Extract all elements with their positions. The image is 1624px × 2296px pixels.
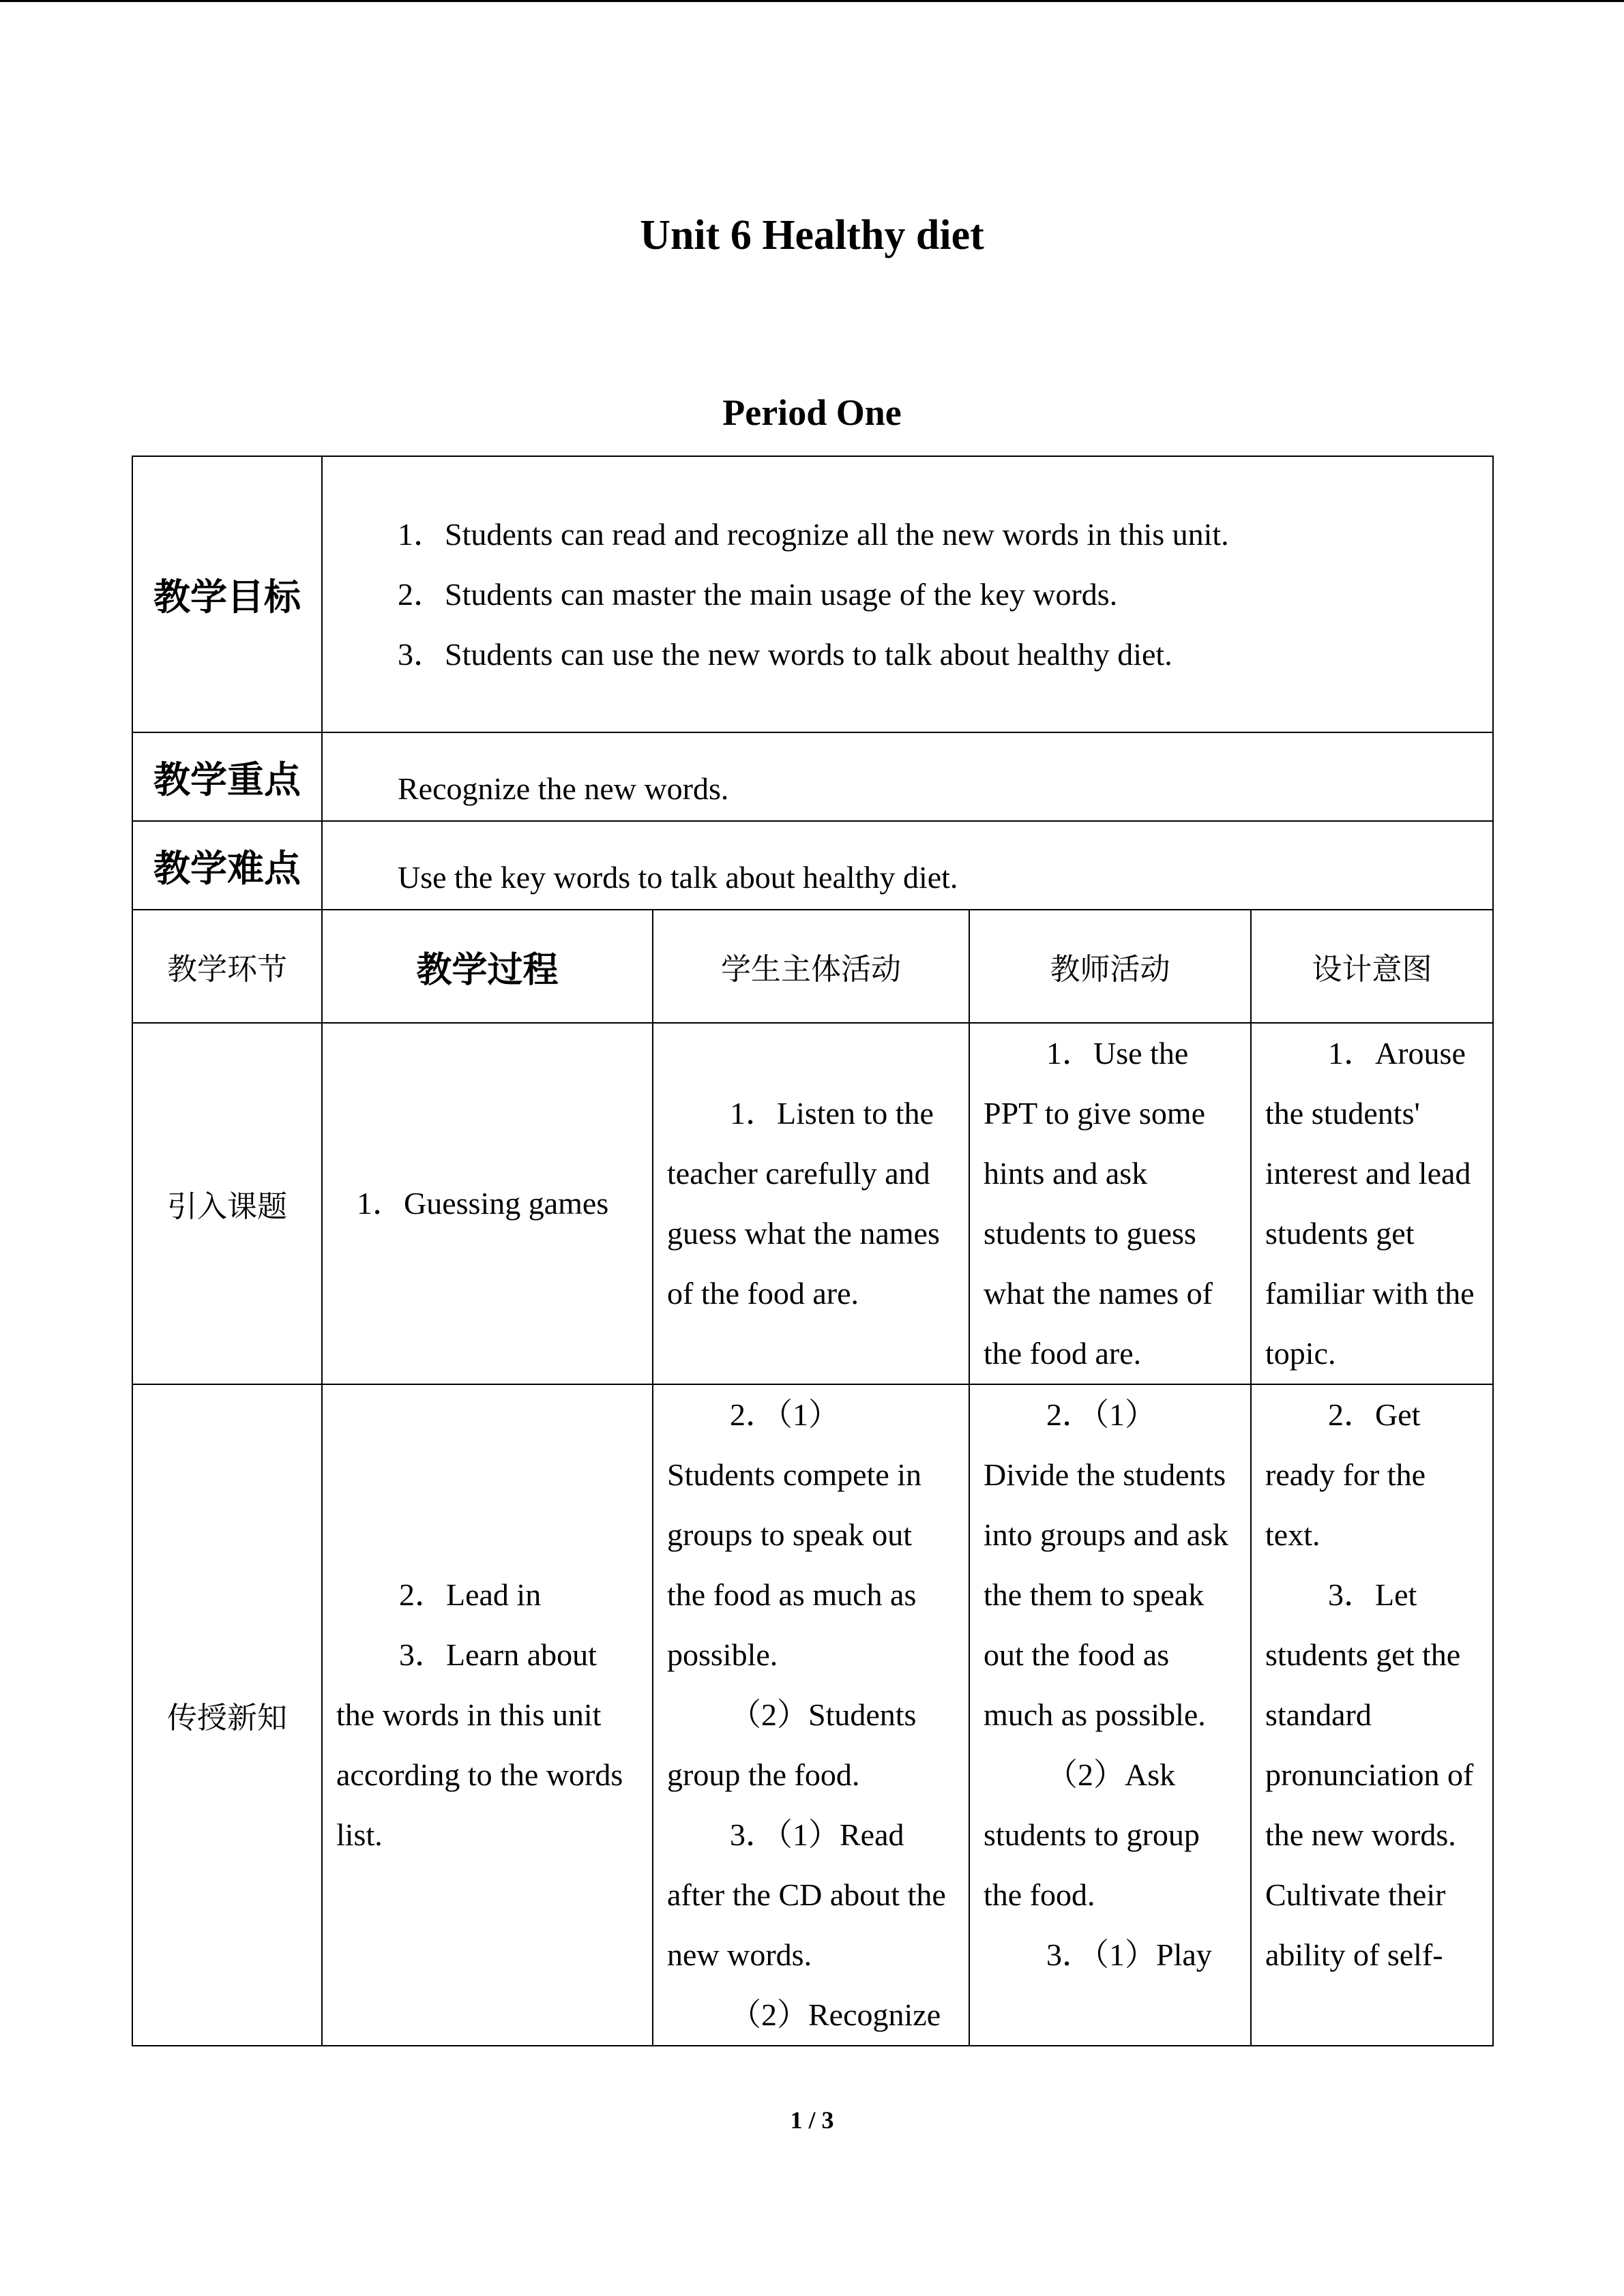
teacher-line: （2）Ask students to group the food.: [984, 1757, 1200, 1912]
objective-item: 2．Students can master the main usage of the key words.: [398, 576, 1118, 612]
objectives-cell: [322, 456, 1493, 732]
stage-new-knowledge-teacher: [969, 1384, 1251, 2046]
difficulties-cell: [322, 821, 1493, 910]
teacher-line: 2．（1） Divide the students into groups and ask the them to speak out the food as much as possible.: [984, 1397, 1229, 1732]
objectives-row: [132, 456, 1493, 732]
process-line: 3．Learn about the words in this unit according to the words list.: [336, 1637, 623, 1852]
stage-intro-teacher: [969, 1023, 1251, 1384]
document-subtitle: Period One: [722, 392, 902, 433]
student-line: （2）Students group the food.: [667, 1697, 917, 1792]
purpose-line: 3．Let students get the standard pronunciation of the new words. Cultivate their ability of self-: [1265, 1577, 1474, 1972]
header-student-activity: 学生主体活动: [653, 910, 969, 1023]
difficulties-text: Use the key words to talk about healthy diet.: [398, 859, 958, 895]
teacher-line: 3．（1）Play: [1046, 1937, 1212, 1972]
student-line: 1．Listen to the teacher carefully and guess what the names of the food are.: [667, 1096, 940, 1311]
stage-intro-process: [322, 1023, 653, 1384]
student-line: 2．（1） Students compete in groups to speak out the food as much as possible.: [667, 1397, 922, 1672]
student-line: （2）Recognize: [730, 1997, 941, 2032]
stage-new-knowledge-process: [322, 1384, 653, 2046]
stage-intro-purpose: [1251, 1023, 1493, 1384]
objectives-label: 教学目标: [132, 456, 322, 732]
objectives-list: [323, 505, 1492, 685]
process-line: 1．Guessing games: [357, 1186, 609, 1221]
stage-intro-label: 引入课题: [132, 1023, 322, 1384]
stage-row-new-knowledge: [132, 1384, 1493, 2046]
page-top-edge: [0, 0, 1624, 2]
key-points-label: 教学重点: [132, 732, 322, 821]
stage-row-intro: [132, 1023, 1493, 1384]
stage-new-knowledge-purpose: [1251, 1384, 1493, 2046]
objective-item: 1．Students can read and recognize all the new words in this unit.: [398, 516, 1229, 552]
difficulties-label: 教学难点: [132, 821, 322, 910]
header-teacher-activity: 教师活动: [969, 910, 1251, 1023]
page-number: 1 / 3: [790, 2106, 834, 2134]
lesson-plan-table: [132, 456, 1494, 2046]
document-title: Unit 6 Healthy diet: [640, 212, 984, 258]
stage-new-knowledge-label: 传授新知: [132, 1384, 322, 2046]
purpose-line: 1．Arouse the students' interest and lead students get familiar with the topic.: [1265, 1036, 1475, 1371]
difficulties-row: [132, 821, 1493, 910]
student-line: 3．（1）Read after the CD about the new words.: [667, 1817, 946, 1972]
objective-item: 3．Students can use the new words to talk about healthy diet.: [398, 636, 1172, 672]
teacher-line: 1．Use the PPT to give some hints and ask students to guess what the names of the food are.: [984, 1036, 1213, 1371]
key-points-row: [132, 732, 1493, 821]
header-process: 教学过程: [322, 910, 653, 1023]
process-header-row: [132, 910, 1493, 1023]
key-points-cell: [322, 732, 1493, 821]
purpose-line: 2．Get ready for the text.: [1265, 1397, 1426, 1552]
stage-intro-student: [653, 1023, 969, 1384]
header-stage: 教学环节: [132, 910, 322, 1023]
stage-new-knowledge-student: [653, 1384, 969, 2046]
process-line: 2．Lead in: [399, 1577, 542, 1612]
header-design-purpose: 设计意图: [1251, 910, 1493, 1023]
key-points-text: Recognize the new words.: [398, 771, 729, 806]
